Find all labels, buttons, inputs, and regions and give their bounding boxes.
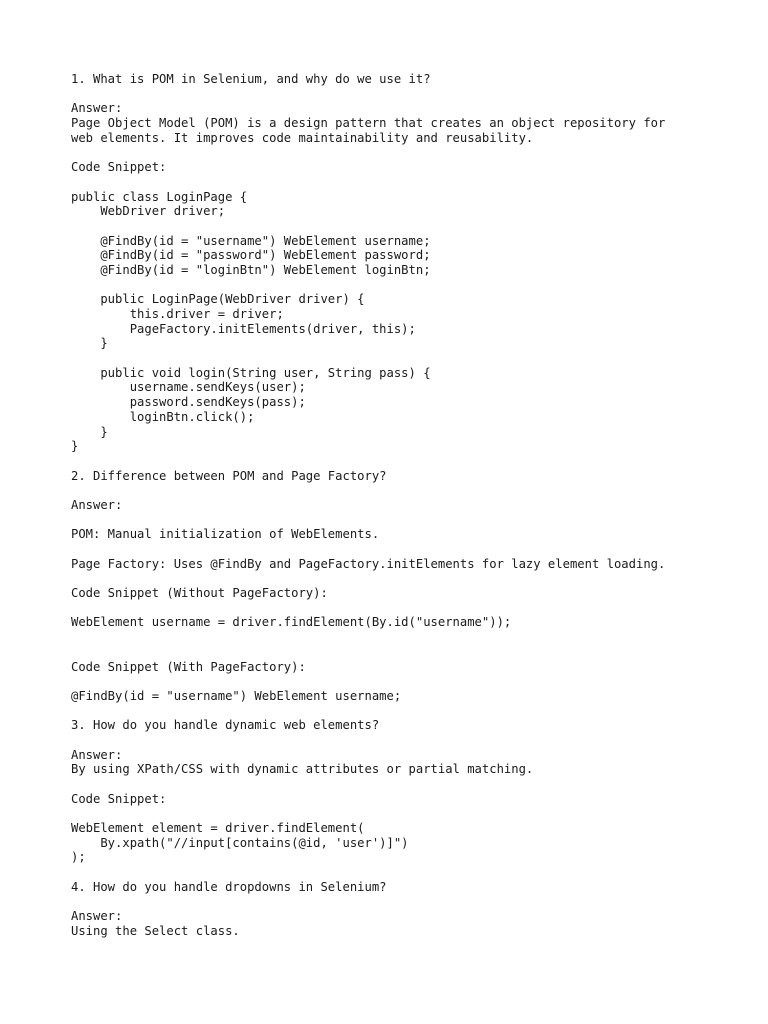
code-line: loginBtn.click(); <box>71 409 255 424</box>
code-label: Code Snippet (Without PageFactory): <box>71 586 328 601</box>
code-line: public LoginPage(WebDriver driver) { <box>71 292 365 307</box>
code-block <box>71 190 751 454</box>
code-line: } <box>71 336 108 351</box>
code-line: } <box>71 439 79 454</box>
code-line: @FindBy(id = "loginBtn") WebElement loginBtn; <box>71 262 431 277</box>
code-line <box>71 219 751 234</box>
code-label: Code Snippet (With PageFactory): <box>71 659 306 674</box>
answer-text: web elements. It improves code maintainability and reusability. <box>71 130 534 145</box>
code-label: Code Snippet: <box>71 791 167 806</box>
answer-label: Answer: <box>71 747 123 762</box>
code-line: @FindBy(id = "username") WebElement username; <box>71 233 431 248</box>
question-3: 3. How do you handle dynamic web elements? <box>71 718 380 733</box>
code-line: this.driver = driver; <box>71 307 284 321</box>
answer-label: Answer: <box>71 497 123 512</box>
code-label: Code Snippet: <box>71 160 167 175</box>
code-line: WebElement element = driver.findElement( <box>71 821 365 836</box>
pom-definition: POM: Manual initialization of WebElements. <box>71 527 380 542</box>
question-1: 1. What is POM in Selenium, and why do we use it? <box>71 72 431 86</box>
code-line: WebDriver driver; <box>71 204 226 219</box>
document-page <box>71 72 751 939</box>
answer-text: By using XPath/CSS with dynamic attributes or partial matching. <box>71 762 534 777</box>
code-line <box>71 351 751 366</box>
code-line: } <box>71 424 108 439</box>
code-line: @FindBy(id = "username") WebElement username; <box>71 688 402 703</box>
answer-label: Answer: <box>71 909 123 924</box>
code-line: public class LoginPage { <box>71 189 248 204</box>
code-line: public void login(String user, String pass) { <box>71 365 431 380</box>
code-line: password.sendKeys(pass); <box>71 395 306 410</box>
code-line <box>71 278 751 293</box>
code-line: @FindBy(id = "password") WebElement password; <box>71 248 431 263</box>
page-factory-definition: Page Factory: Uses @FindBy and PageFactory.initElements for lazy element loading. <box>71 556 666 571</box>
answer-text: Using the Select class. <box>71 923 240 938</box>
code-line: username.sendKeys(user); <box>71 380 306 395</box>
code-block <box>71 821 751 865</box>
code-line: By.xpath("//input[contains(@id, 'user')]") <box>71 835 409 850</box>
code-line: PageFactory.initElements(driver, this); <box>71 321 416 336</box>
code-line: WebElement username = driver.findElement(By.id("username")); <box>71 615 512 630</box>
question-4: 4. How do you handle dropdowns in Selenium? <box>71 879 387 894</box>
question-2: 2. Difference between POM and Page Factory? <box>71 468 387 483</box>
answer-label: Answer: <box>71 101 123 116</box>
answer-text: Page Object Model (POM) is a design pattern that creates an object repository for <box>71 116 666 131</box>
code-line: ); <box>71 850 86 865</box>
